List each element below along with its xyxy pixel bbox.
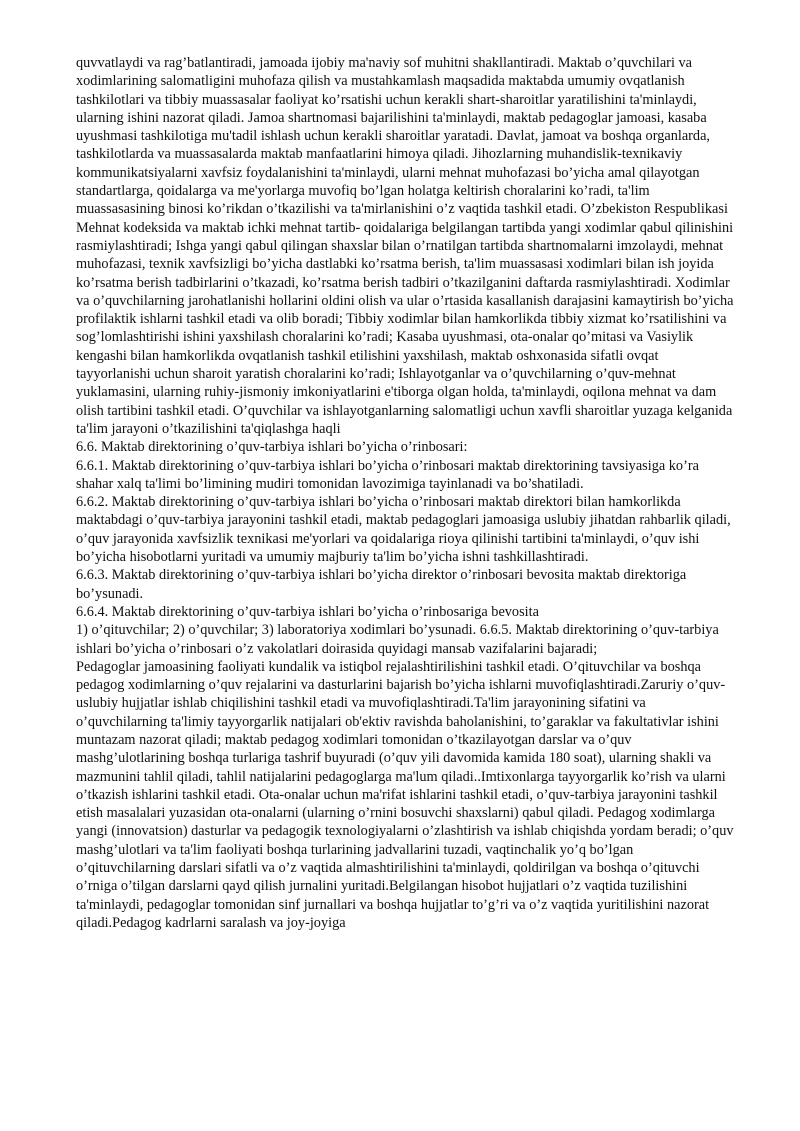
document-page: [76, 54, 736, 932]
clause-6-6-4-list-and-6-6-5: 1) o’qituvchilar; 2) o’quvchilar; 3) laboratoriya xodimlari bo’ysunadi. 6.6.5. Maktab direktorining o’quv-tarbiya ishlari bo’yicha o’rinbosari o’z vakolatlari doirasida quyidagi mansab vazifalarini bajaradi;: [76, 622, 719, 657]
clause-6-6-3: 6.6.3. Maktab direktorining o’quv-tarbiya ishlari bo’yicha direktor o’rinbosari bevosita maktab direktoriga bo’ysunadi.: [76, 567, 687, 602]
paragraph-director-duties-continued: quvvatlaydi va rag’batlantiradi, jamoada ijobiy ma'naviy sof muhitni shakllantiradi. Maktab o’quvchilari va xodimlarining salomatligini muhofaza qilish va mustahkamlash maqsadida maktabda umumiy ovqatlanish tashkilotlari va tibbiy muassasalar faoliyat ko’rsatishi uchun kerakli shart-sharoitlar yaratilishini ta'minlaydi, ularning ishini nazorat qiladi. Jamoa shartnomasi bajarilishini ta'minlaydi, maktab pedagoglar jamoasi, kasaba uyushmasi tashkilotiga mu'tadil ishlash uchun kerakli sharoitlar yaratadi. Davlat, jamoat va boshqa organlarda, tashkilotlarda va muassasalarda maktab manfaatlarini himoya qiladi. Jihozlarning muhandislik-texnikaviy kommunikatsiyalarni xavfsiz foydalanishini ta'minlaydi, ularni mehnat muhofazasi bo’yicha amal qilayotgan standartlarga, qoidalarga va me'yorlarga muvofiq bo’lgan holatga keltirish choralarini ko’radi, ta'lim muassasasining binosi ko’rikdan o’tkazilishi va ta'mirlanishini o’z vaqtida tashkil etadi. O’zbekiston Respublikasi Mehnat kodeksida va maktab ichki mehnat tartib- qoidalariga belgilangan tartibda yangi xodimlar qabul qilinishini rasmiylashtiradi; Ishga yangi qabul qilingan shaxslar bilan o’rnatilgan tartibda shartnomalarni imzolaydi, mehnat muhofazasi, texnik xavfsizligi bo’yicha dastlabki ko’rsatma berish, ta'lim muassasasi xodimlari bilan ish joyida ko’rsatma berish tadbirlarini o’tkazadi, ko’rsatma berish tadbiri o’tkazilganini daftarda rasmiylashtiradi. Xodimlar va o’quvchilarning jarohatlanishi hollarini oldini olish va ular o’rtasida kasallanish darajasini kamaytirish bo’yicha profilaktik ishlarni tashkil etadi va olib boradi; Tibbiy xodimlar bilan hamkorlikda tibbiy xizmat ko’rsatilishini va sog’lomlashtirishi ishini yaxshilash choralarini ko’radi; Kasaba uyushmasi, ota-onalar qo’mitasi va Vasiylik kengashi bilan hamkorlikda ovqatlanish tashkil etilishini yaxshilash, maktab oshxonasida sifatli ovqat tayyorlanishi uchun sharoit yaratish choralarini ko’radi; Ishlayotganlar va o’quvchilarning o’quv-mehnat yuklamasini, ularning ruhiy-jismoniy imkoniyatlarini e'tiborga olgan holda, ta'minlaydi, oqilona mehnat va dam olish tartibini tashkil etadi. O’quvchilar va ishlayotganlarning salomatligi uchun xavfli sharoitlar yuzaga kelganida ta'lim jarayoni o’tkazilishini ta'qiqlashga haqli: [76, 55, 734, 437]
section-heading-6-6: 6.6. Maktab direktorining o’quv-tarbiya ishlari bo’yicha o’rinbosari:: [76, 439, 468, 456]
clause-6-6-2: 6.6.2. Maktab direktorining o’quv-tarbiya ishlari bo’yicha o’rinbosari maktab direktori bilan hamkorlikda maktabdagi o’quv-tarbiya jarayonini tashkil etadi, maktab pedagoglari jamoasiga uslubiy jihatdan rahbarlik qiladi, o’quv jarayonida xavfsizlik texnikasi me'yorlari va qoidalariga rioya qilinishi tartibini ta'minlaydi, o’quv ishi bo’yicha hisobotlarni yuritadi va umumiy majburiy ta'lim bo’yicha ishni tashkillashtiradi.: [76, 494, 731, 566]
paragraph-deputy-duties: Pedagoglar jamoasining faoliyati kundalik va istiqbol rejalashtirilishini tashkil etadi. O’qituvchilar va boshqa pedagog xodimlarning o’quv rejalarini va dasturlarini bajarish bo’yicha ishlarni muvofiqlashtiradi.Zaruriy o’quv-uslubiy hujjatlar ishlab chiqilishini tashkil etadi va muvofiqlashtiradi.Ta'lim jarayonining sifatini va o’quvchilarning ta'limiy tayyorgarlik natijalari ob'ektiv ravishda baholanishini, to’garaklar va fakultativlar ishini muntazam nazorat qiladi; maktab pedagog xodimlari tomonidan o’tkazilayotgan darslar va o’quv mashg’ulotlarining boshqa turlariga tashrif buyuradi (o’quv yili davomida kamida 180 soat), ularning shakli va mazmunini tahlil qiladi, tahlil natijalarini pedagoglarga ma'lum qiladi..Imtixonlarga tayyorgarlik ko’rish va ularni o’tkazish ishlarini tashkil etadi. Ota-onalar uchun ma'rifat ishlarini tashkil etadi, o’quv-tarbiya jarayonini tashkil etish masalalari yuzasidan ota-onalarni (ularning o’rnini bosuvchi shaxslarni) qabul qiladi. Pedagog xodimlarga yangi (innovatsion) dasturlar va pedagogik texnologiyalarni o’zlashtirish va ishlab chiqishda yordam beradi; o’quv mashg’ulotlari va ta'lim faoliyati boshqa turlarining jadvallarini tuzadi, vaqtinchalik yo’q bo’lgan o’qituvchilarning darslari sifatli va o’z vaqtida almashtirilishini ta'minlaydi, qoldirilgan va boshqa o’qituvchi o’rniga o’tilgan darslarni qayd qilish jurnalini yuritadi.Belgilangan hisobot hujjatlari o’z vaqtida tuzilishini ta'minlaydi, pedagoglar tomonidan sinf jurnallari va boshqa hujjatlar to’g’ri va o’z vaqtida yuritilishini nazorat qiladi.Pedagog kadrlarni saralash va joy-joyiga: [76, 658, 734, 931]
clause-6-6-1: 6.6.1. Maktab direktorining o’quv-tarbiya ishlari bo’yicha o’rinbosari maktab direktorining tavsiyasiga ko’ra shahar xalq ta'limi bo’limining mudiri tomonidan lavozimiga tayinlanadi va bo’shatiladi.: [76, 457, 699, 492]
clause-6-6-4: 6.6.4. Maktab direktorining o’quv-tarbiya ishlari bo’yicha o’rinbosariga bevosita: [76, 603, 539, 620]
